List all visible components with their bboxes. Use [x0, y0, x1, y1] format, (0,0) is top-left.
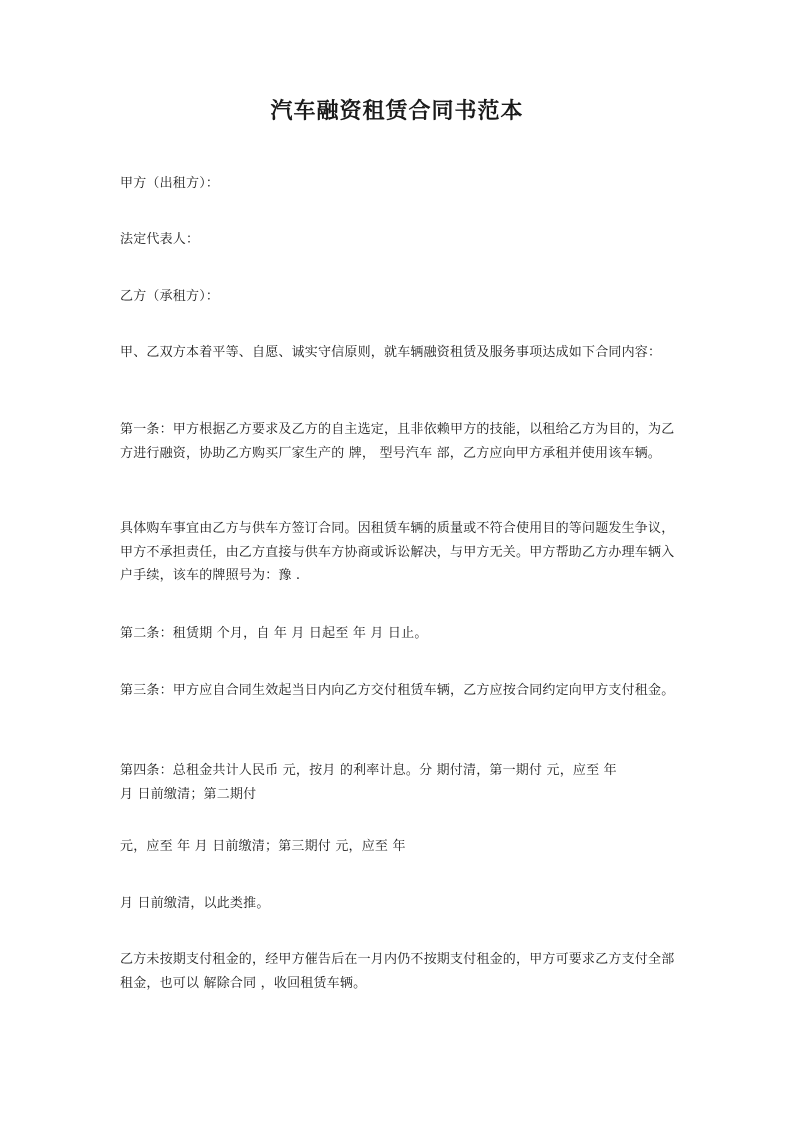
article-4-continuation-1: 元，应至 年 月 日前缴清；第三期付 元，应至 年 — [120, 839, 406, 854]
party-a-line: 甲方（出租方）： — [120, 176, 220, 191]
intro-paragraph: 甲、乙双方本着平等、自愿、诚实守信原则，就车辆融资租赁及服务事项达成如下合同内容： — [120, 345, 662, 360]
article-4-line-1: 第四条：总租金共计人民币 元，按月 的利率计息。分 期付清，第一期付 元，应至 年 — [120, 763, 617, 778]
article-4-line-2: 月 日前缴清；第二期付 — [120, 786, 257, 802]
article-3-paragraph: 第三条：甲方应自合同生效起当日内向乙方交付租赁车辆，乙方应按合同约定向甲方支付租金。 — [120, 683, 675, 698]
document-title: 汽车融资租赁合同书范本 — [270, 98, 524, 124]
party-b-line: 乙方（承租方）： — [120, 289, 220, 304]
article-1-paragraph: 第一条：甲方根据乙方要求及乙方的自主选定，且非依赖甲方的技能，以租给乙方为目的，为乙方进行融资，协助乙方购买厂家生产的 牌， 型号汽车 部，乙方应向甲方承租并使用该车辆。 — [120, 422, 675, 461]
article-4-continuation-2: 月 日前缴清，以此类推。 — [120, 896, 270, 911]
legal-representative-line: 法定代表人： — [120, 232, 200, 247]
default-clause-paragraph: 乙方未按期支付租金的，经甲方催告后在一月内仍不按期支付租金的，甲方可要求乙方支付全部租金，也可以 解除合同 ，收回租赁车辆。 — [120, 952, 675, 991]
article-2-paragraph: 第二条：租赁期 个月，自 年 月 日起至 年 月 日止。 — [120, 626, 428, 641]
article-4-paragraph — [120, 759, 680, 806]
purchase-paragraph: 具体购车事宜由乙方与供车方签订合同。因租赁车辆的质量或不符合使用目的等问题发生争议，甲方不承担责任，由乙方直接与供车方协商或诉讼解决，与甲方无关。甲方帮助乙方办理车辆入户手续，该车的牌照号为：豫 . — [120, 521, 675, 583]
